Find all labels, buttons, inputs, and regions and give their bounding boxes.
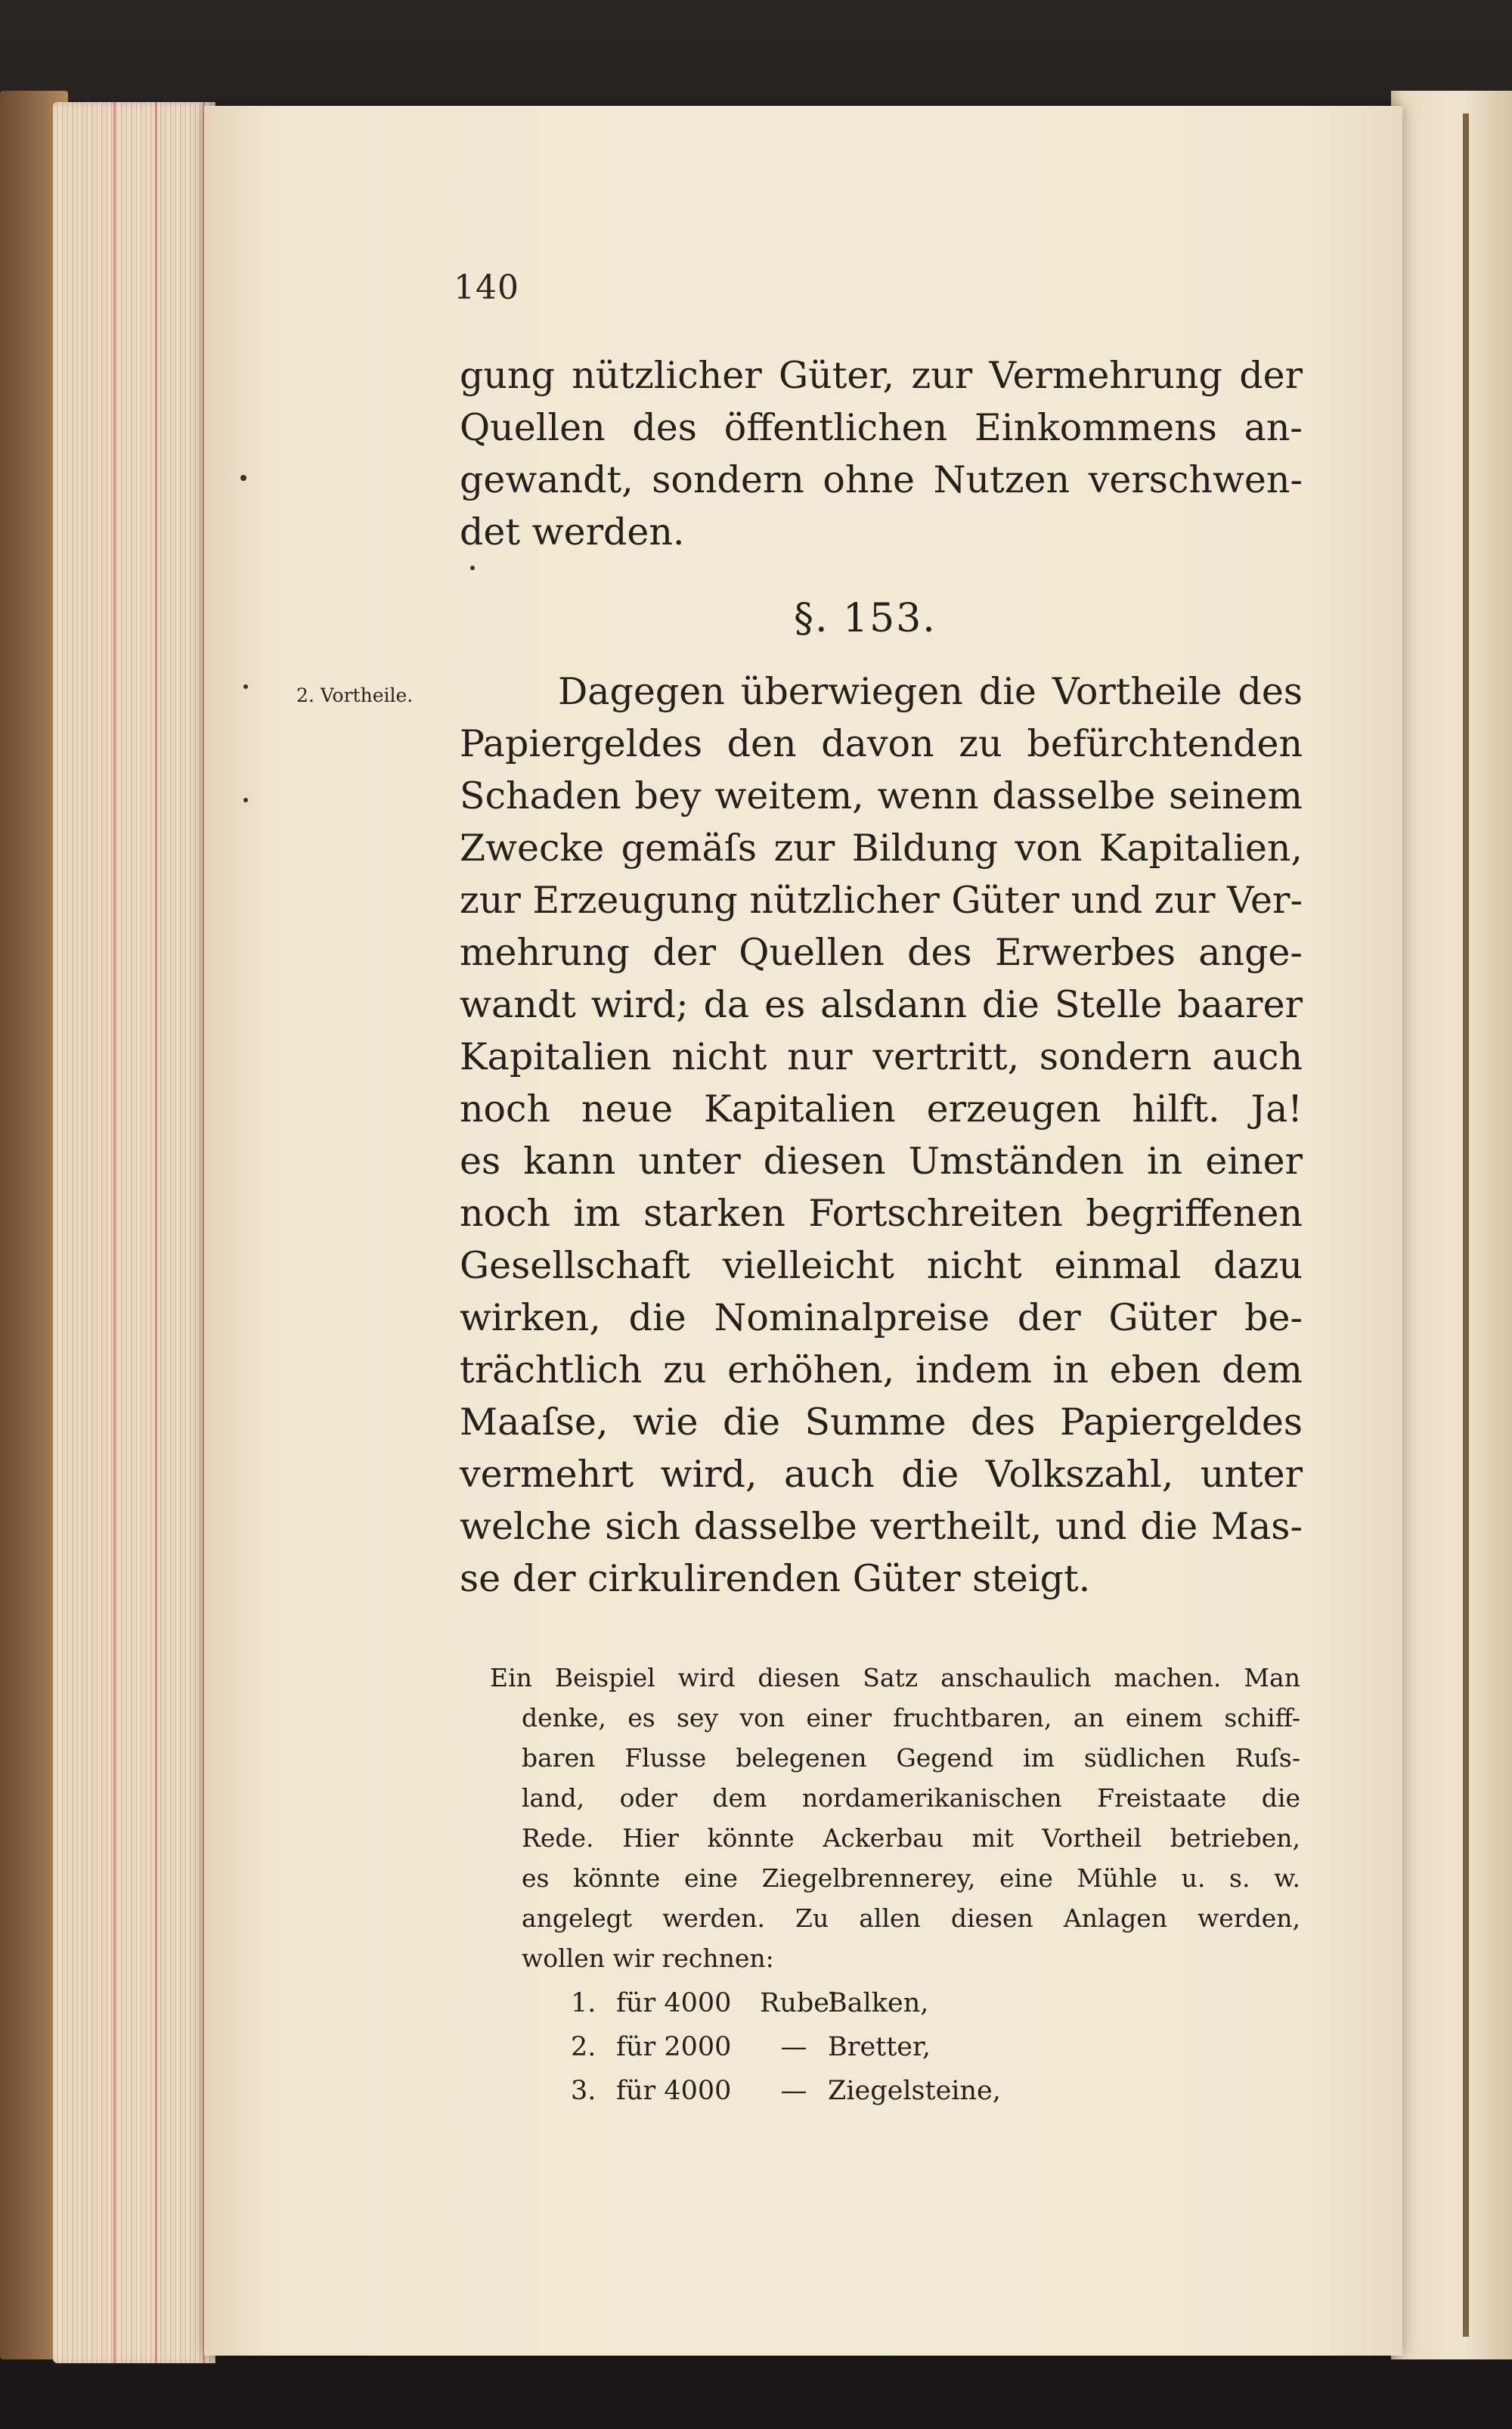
facing-page-edge: [1391, 91, 1512, 2359]
paper-speck: [243, 684, 248, 689]
list-item-name: Bretter,: [828, 2032, 931, 2062]
cost-list: [571, 1981, 1001, 2113]
text-line: Dagegen überwiegen die Vortheile des: [558, 670, 1303, 713]
list-unit: —: [780, 2032, 807, 2062]
footnote-line: wollen wir rechnen:: [522, 1944, 774, 1973]
list-item-name: Ziegelsteine,: [828, 2076, 1001, 2106]
footnote-line: land, oder dem nordamerikanischen Freistaate die: [522, 1783, 1300, 1813]
section-heading: §. 153.: [794, 596, 937, 641]
paragraph-main: [460, 665, 1303, 1605]
text-line: es kann unter diesen Umständen in einer: [460, 1140, 1303, 1183]
margin-note: 2. Vortheile.: [296, 684, 414, 706]
footnote-line: angelegt werden. Zu allen diesen Anlagen werden,: [522, 1903, 1300, 1933]
paper-speck: [243, 798, 248, 802]
list-item: [571, 2069, 1001, 2113]
list-amount: für 4000: [616, 1988, 732, 2018]
stack-red-edge: [155, 102, 157, 2363]
text-line: Zwecke gemäſs zur Bildung von Kapitalien,: [460, 827, 1303, 870]
text-line: welche sich dasselbe vertheilt, und die Mas-: [460, 1505, 1303, 1548]
list-amount: für 2000: [616, 2032, 732, 2062]
text-line: det werden.: [460, 510, 685, 554]
text-line: gung nützlicher Güter, zur Vermehrung der: [460, 354, 1303, 397]
list-number: 3.: [571, 2076, 596, 2106]
footnote: [490, 1658, 1300, 1978]
list-unit: Rubel: [760, 1988, 838, 2018]
page-stack-edges: [53, 102, 215, 2363]
list-number: 1.: [571, 1988, 596, 2018]
book-cover-right: [1463, 113, 1469, 2337]
paper-speck: [470, 566, 475, 570]
text-line: wirken, die Nominalpreise der Güter be-: [460, 1296, 1303, 1339]
text-line: Schaden bey weitem, wenn dasselbe seinem: [460, 774, 1303, 817]
paper-speck: [240, 475, 246, 481]
paragraph-continuation: [460, 349, 1303, 558]
footnote-line: baren Flusse belegenen Gegend im südlichen Ruſs-: [522, 1743, 1300, 1773]
text-line: gewandt, sondern ohne Nutzen verschwen-: [460, 458, 1303, 501]
footnote-line: Rede. Hier könnte Ackerbau mit Vortheil betrieben,: [522, 1823, 1300, 1853]
text-line: se der cirkulirenden Güter steigt.: [460, 1557, 1091, 1600]
text-line: Quellen des öffentlichen Einkommens an-: [460, 406, 1303, 449]
list-item-name: Balken,: [828, 1988, 929, 2018]
text-line: wandt wird; da es alsdann die Stelle baarer: [460, 983, 1303, 1026]
text-line: Gesellschaft vielleicht nicht einmal dazu: [460, 1244, 1303, 1287]
text-line: vermehrt wird, auch die Volkszahl, unter: [460, 1453, 1303, 1496]
list-item: [571, 1981, 1001, 2025]
text-line: noch im starken Fortschreiten begriffenen: [460, 1192, 1303, 1235]
text-line: noch neue Kapitalien erzeugen hilft. Ja!: [460, 1087, 1303, 1131]
list-unit: —: [780, 2076, 807, 2106]
text-line: Kapitalien nicht nur vertritt, sondern auch: [460, 1035, 1303, 1078]
text-line: zur Erzeugung nützlicher Güter und zur Ver-: [460, 879, 1303, 922]
stack-red-edge: [113, 102, 116, 2363]
text-line: mehrung der Quellen des Erwerbes ange-: [460, 931, 1303, 974]
list-item: [571, 2025, 1001, 2069]
list-amount: für 4000: [616, 2076, 732, 2106]
footnote-line: Ein Beispiel wird diesen Satz anschaulich machen. Man: [490, 1663, 1300, 1692]
text-line: Maaſse, wie die Summe des Papiergeldes: [460, 1401, 1303, 1444]
text-line: Papiergeldes den davon zu befürchtenden: [460, 722, 1303, 765]
page-number: 140: [454, 268, 519, 307]
footnote-line: es könnte eine Ziegelbrennerey, eine Mühle u. s. w.: [522, 1863, 1300, 1893]
text-line: trächtlich zu erhöhen, indem in eben dem: [460, 1348, 1303, 1391]
list-number: 2.: [571, 2032, 596, 2062]
footnote-line: denke, es sey von einer fruchtbaren, an einem schiff-: [522, 1703, 1300, 1733]
